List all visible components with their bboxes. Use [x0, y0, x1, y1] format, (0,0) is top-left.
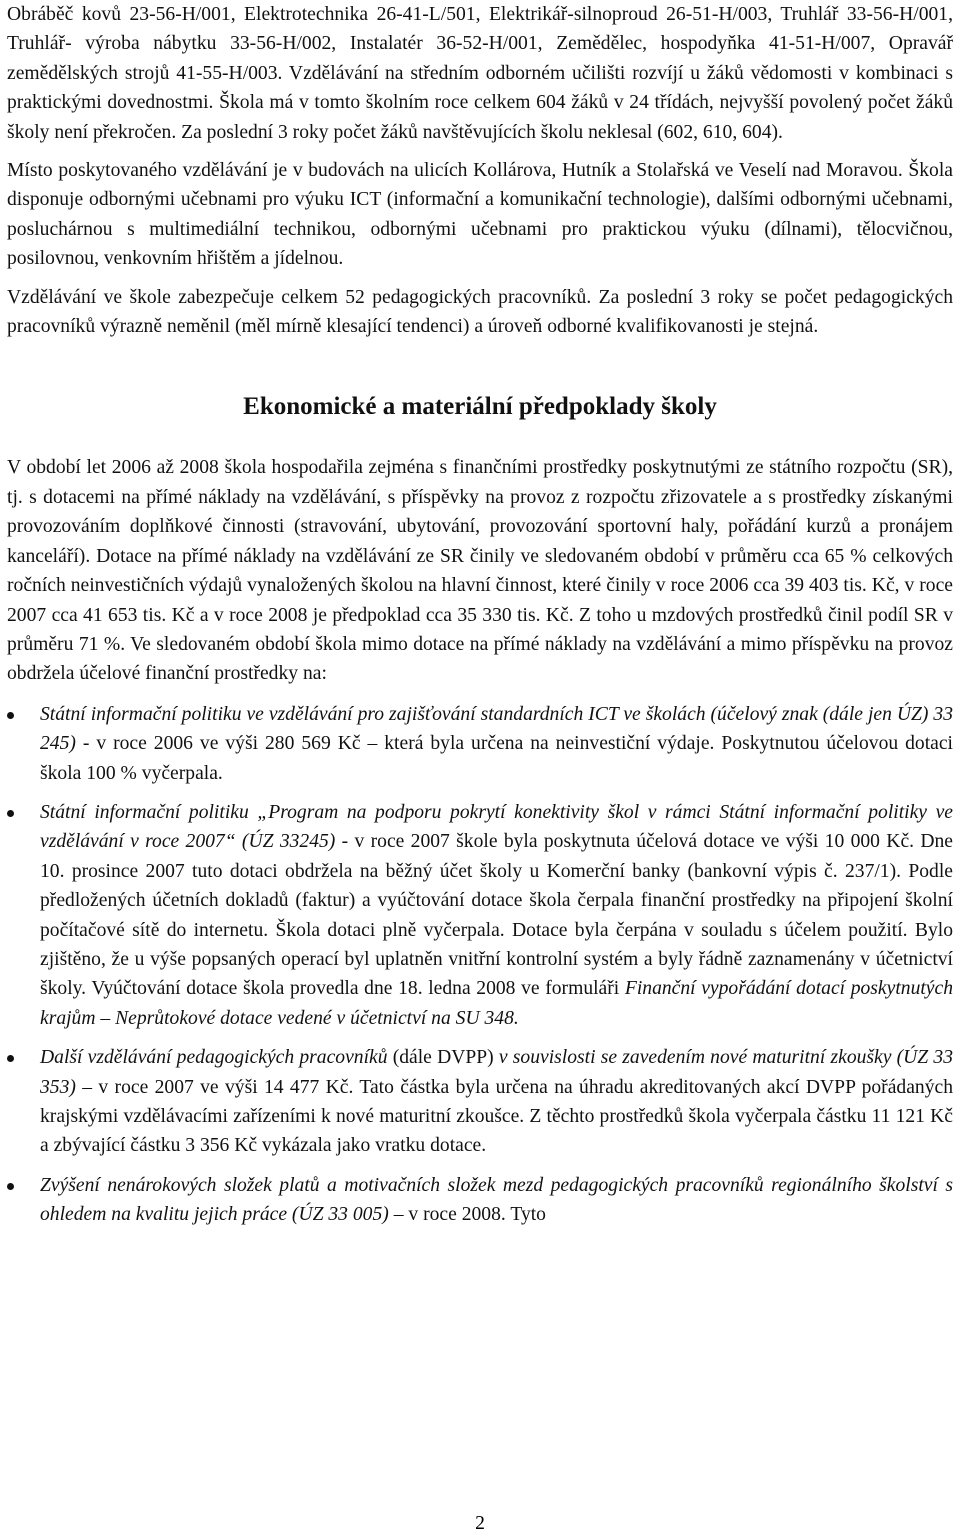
list-item-italic: Státní informační politiku ve vzdělávání pro zajišťování standardních ICT ve školách (účelový znak (dále jen ÚZ) 33 245): [40, 703, 953, 755]
list-item-italic: Státní informační politiku „Program na podporu pokrytí konektivity škol v rámci Státní informační politiky ve vzdělávání v roce 2007“ (ÚZ 33245): [40, 801, 953, 853]
bullet-icon: [7, 1183, 14, 1190]
list-item-italic: Zvýšení nenárokových složek platů a motivačních složek mezd pedagogických pracovníků regionálního školství s ohledem na kvalitu jejich práce (ÚZ 33 005) –: [40, 1174, 953, 1226]
document-page: [7, 0, 953, 1230]
list-item-italic: Další vzdělávání pedagogických pracovníků: [40, 1047, 388, 1069]
list-item-text: v roce 2008. Tyto: [403, 1204, 546, 1226]
list-item-text: (dále DVPP): [387, 1047, 499, 1069]
subsidy-list: [7, 700, 953, 1230]
bullet-icon: [7, 810, 14, 817]
bullet-icon: [7, 712, 14, 719]
intro-paragraph: Obráběč kovů 23-56-H/001, Elektrotechnika 26-41-L/501, Elektrikář-silnoproud 26-51-H/003, Truhlář 33-56-H/001, Truhlář- výroba nábytku 33-56-H/002, Instalatér 36-52-H/001, Zemědělec, hospodyňka 41-51-H/007, Opravář zemědělských strojů 41-55-H/003. Vzdělávání na středním odborném učilišti rozvíjí u žáků vědomosti v kombinaci s praktickými dovednostmi. Škola má v tomto školním roce celkem 604 žáků v 24 třídách, nejvyšší povolený počet žáků školy není překročen. Za poslední 3 roky počet žáků navštěvujících školu neklesal (602, 610, 604).: [7, 4, 953, 143]
staff-paragraph: Vzdělávání ve škole zabezpečuje celkem 52 pedagogických pracovníků. Za poslední 3 roky se počet pedagogických pracovníků výrazně neměnil (měl mírně klesající tendenci) a úroveň odborné kvalifikovanosti je stejná.: [7, 286, 953, 338]
economy-paragraph: V období let 2006 až 2008 škola hospodařila zejména s finančními prostředky poskytnutými ze státního rozpočtu (SR), tj. s dotacemi na přímé náklady na vzdělávání, s příspěvky na provoz z rozpočtu zřizovatele a s prostředky získanými provozováním doplňkové činnosti (stravování, ubytování, provozování sportovní haly, pořádání kurzů a pronájem kanceláří). Dotace na přímé náklady na vzdělávání ze SR činily ve sledovaném období v průměru cca 65 % celkových ročních neinvestičních výdajů vynaložených školou na hlavní činnost, které činily v roce 2006 cca 39 403 tis. Kč, v roce 2007 cca 41 653 tis. Kč a v roce 2008 je předpoklad cca 35 330 tis. Kč. Z toho u mzdových prostředků činil podíl SR v průměru 71 %. Ve sledovaném období škola mimo dotace na přímé náklady na vzdělávání a mimo příspěvku na provoz obdržela účelové finanční prostředky na:: [7, 457, 953, 685]
bullet-icon: [7, 1055, 14, 1062]
list-item: [7, 700, 953, 788]
list-item: [7, 798, 953, 1033]
list-item-text: - v roce 2006 ve výši 280 569 Kč – která byla určena na neinvestiční výdaje. Poskytnutou účelovou dotaci škola 100 % vyčerpala.: [40, 733, 953, 784]
list-item-text: - v roce 2007 škole byla poskytnuta účelová dotace ve výši 10 000 Kč. Dne 10. prosince 2007 tuto dotaci obdržela na běžný účet školy u Komerční banky (bankovní výpis č. 237/1). Podle předložených účetních dokladů (faktur) a vyúčtování dotace škola čerpala finanční prostředky na připojení školní počítačové sítě do internetu. Škola dotaci plně vyčerpala. Dotace byla čerpána v souladu s účelem použití. Bylo zjištěno, že u výše popsaných operací byl uplatněn vnitřní kontrolní systém a byly řádně zaznamenány v účetnictví školy. Vyúčtování dotace škola provedla dne 18. ledna 2008 ve formuláři: [40, 831, 954, 1000]
list-item: [7, 1171, 953, 1230]
list-item-italic-second: v souvislosti se zavedením nové maturitní zkoušky (ÚZ 33 353) –: [40, 1047, 954, 1098]
page-number: 2: [475, 1513, 485, 1534]
location-paragraph: Místo poskytovaného vzdělávání je v budovách na ulicích Kollárova, Hutník a Stolařská ve Veselí nad Moravou. Škola disponuje odbornými učebnami pro výuku ICT (informační a komunikační technologie), dalšími odbornými učebnami, posluchárnou s multimediální technikou, odbornými učebnami pro praktickou výuku (dílnami), tělocvičnou, posilovnou, venkovním hřištěm a jídelnou.: [7, 160, 953, 270]
list-item: [7, 1043, 953, 1161]
list-item-text-second: v roce 2007 ve výši 14 477 Kč. Tato částka byla určena na úhradu akreditovaných akcí DVPP pořádaných krajskými vzdělávacími zařízeními k nové maturitní zkoušce. Z těchto prostředků škola vyčerpala částku 11 121 Kč a zbývající částku 3 356 Kč vykázala jako vratku dotace.: [40, 1076, 953, 1157]
section-heading: Ekonomické a materiální předpoklady školy: [243, 393, 717, 421]
list-item-italic-tail: Finanční vypořádání dotací poskytnutých krajům – Neprůtokové dotace vedené v účetnictví na SU 348.: [40, 978, 953, 1029]
